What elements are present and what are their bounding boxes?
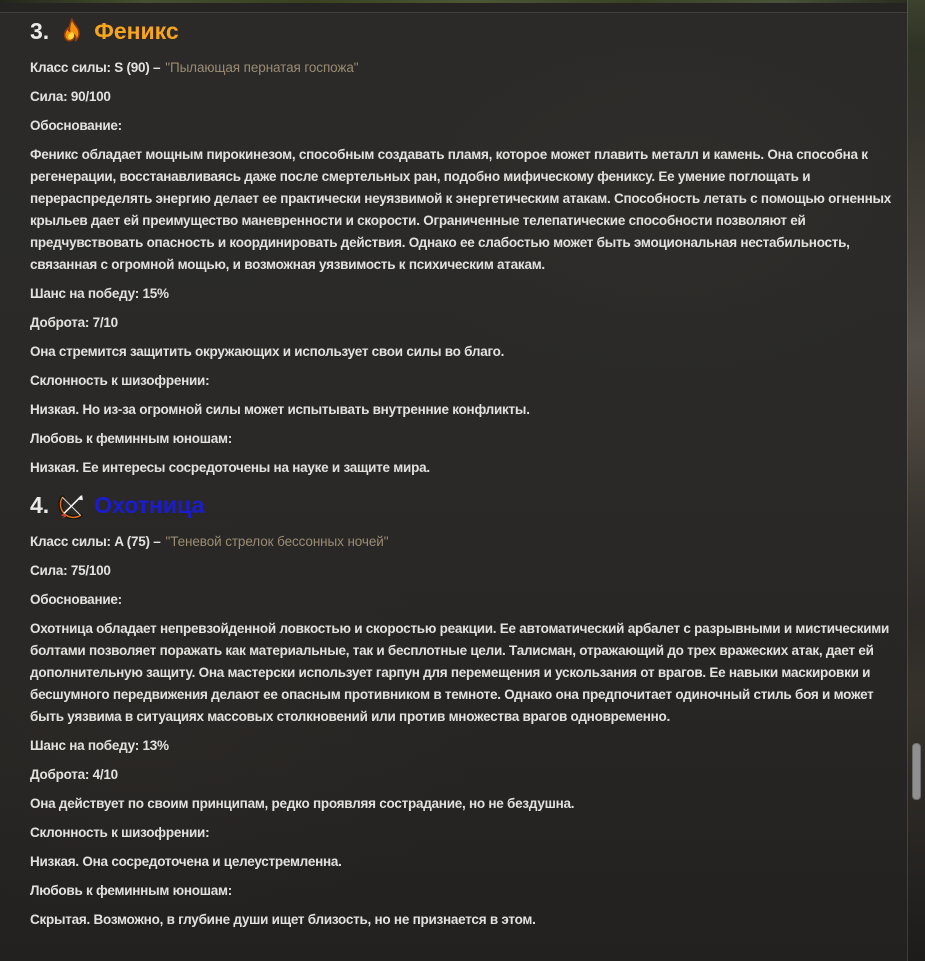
character-name: Феникс [94,18,179,44]
power-class-epithet: "Пылающая пернатая госпожа" [165,60,359,75]
power-class-line [30,531,893,553]
schizophrenia-note: Низкая. Она сосредоточена и целеустремленна. [30,854,342,869]
heading-number: 3. [30,18,50,44]
top-shade [0,3,907,12]
rationale-label: Обоснование: [30,592,122,607]
love-note: Скрытая. Возможно, в глубине души ищет близость, но не признается в этом. [30,912,536,927]
love-label: Любовь к феминным юношам: [30,431,233,446]
rationale-text: Феникс обладает мощным пирокинезом, способным создавать пламя, которое может плавить металл и камень. Она способна к регенерации, восстанавливаясь даже после смертельных ран, подобно мифическому фениксу. Ее умение поглощать и перераспределять энергию делает ее практически неуязвимой к энергетическим атакам. Способность летать с помощью огненных крыльев дает ей преимущество маневренности и скорости. Ограниченные телепатические способности позволяют ей предчувствовать опасность и координировать действия. Однако ее слабостью может быть эмоциональная нестабильность, связанная с огромной мощью, и возможная уязвимость к психическим атакам. [30,147,892,272]
kindness-line: Доброта: 7/10 [30,315,118,330]
win-chance-line: Шанс на победу: 13% [30,738,169,753]
power-class-label: Класс силы: A (75) – [30,534,161,549]
scrollbar-track[interactable] [907,0,925,961]
kindness-note: Она действует по своим принципам, редко проявляя сострадание, но не бездушна. [30,796,575,811]
kindness-note: Она стремится защитить окружающих и использует свои силы во благо. [30,344,505,359]
win-chance-line: Шанс на победу: 15% [30,286,169,301]
character-section-huntress [30,491,893,931]
rationale-text: Охотница обладает непревзойденной ловкостью и скоростью реакции. Ее автоматический арбалет с разрывными и мистическими болтами позволяет поражать как материальные, так и бесплотные цели. Талисман, отражающий до трех вражеских атак, дает ей дополнительную защиту. Она мастерски использует гарпун для перемещения и ускользания от врагов. Ее навыки маскировки и бесшумного передвижения делают ее опасным противником в темноте. Однако она предпочитает одиночный стиль боя и может быть уязвима в ситуациях массовых столкновений или против множества врагов одновременно. [30,621,890,724]
strength-line: Сила: 75/100 [30,563,111,578]
power-class-line [30,57,893,79]
power-class-epithet: "Теневой стрелок бессонных ночей" [165,534,389,549]
character-section-phoenix [30,17,893,479]
love-label: Любовь к феминным юношам: [30,883,233,898]
rationale-label: Обоснование: [30,118,122,133]
schizophrenia-label: Склонность к шизофрении: [30,373,210,388]
kindness-line: Доброта: 4/10 [30,767,118,782]
document-content [0,13,907,938]
bow-and-arrow-icon [58,492,85,519]
scrollbar-thumb[interactable] [912,743,921,800]
character-heading [30,17,893,45]
strength-line: Сила: 90/100 [30,89,111,104]
schizophrenia-note: Низкая. Но из-за огромной силы может испытывать внутренние конфликты. [30,402,530,417]
flame-icon [58,18,85,45]
schizophrenia-label: Склонность к шизофрении: [30,825,210,840]
love-note: Низкая. Ее интересы сосредоточены на науке и защите мира. [30,460,430,475]
character-heading [30,491,893,519]
power-class-label: Класс силы: S (90) – [30,60,161,75]
character-name: Охотница [94,492,205,518]
heading-number: 4. [30,492,50,518]
